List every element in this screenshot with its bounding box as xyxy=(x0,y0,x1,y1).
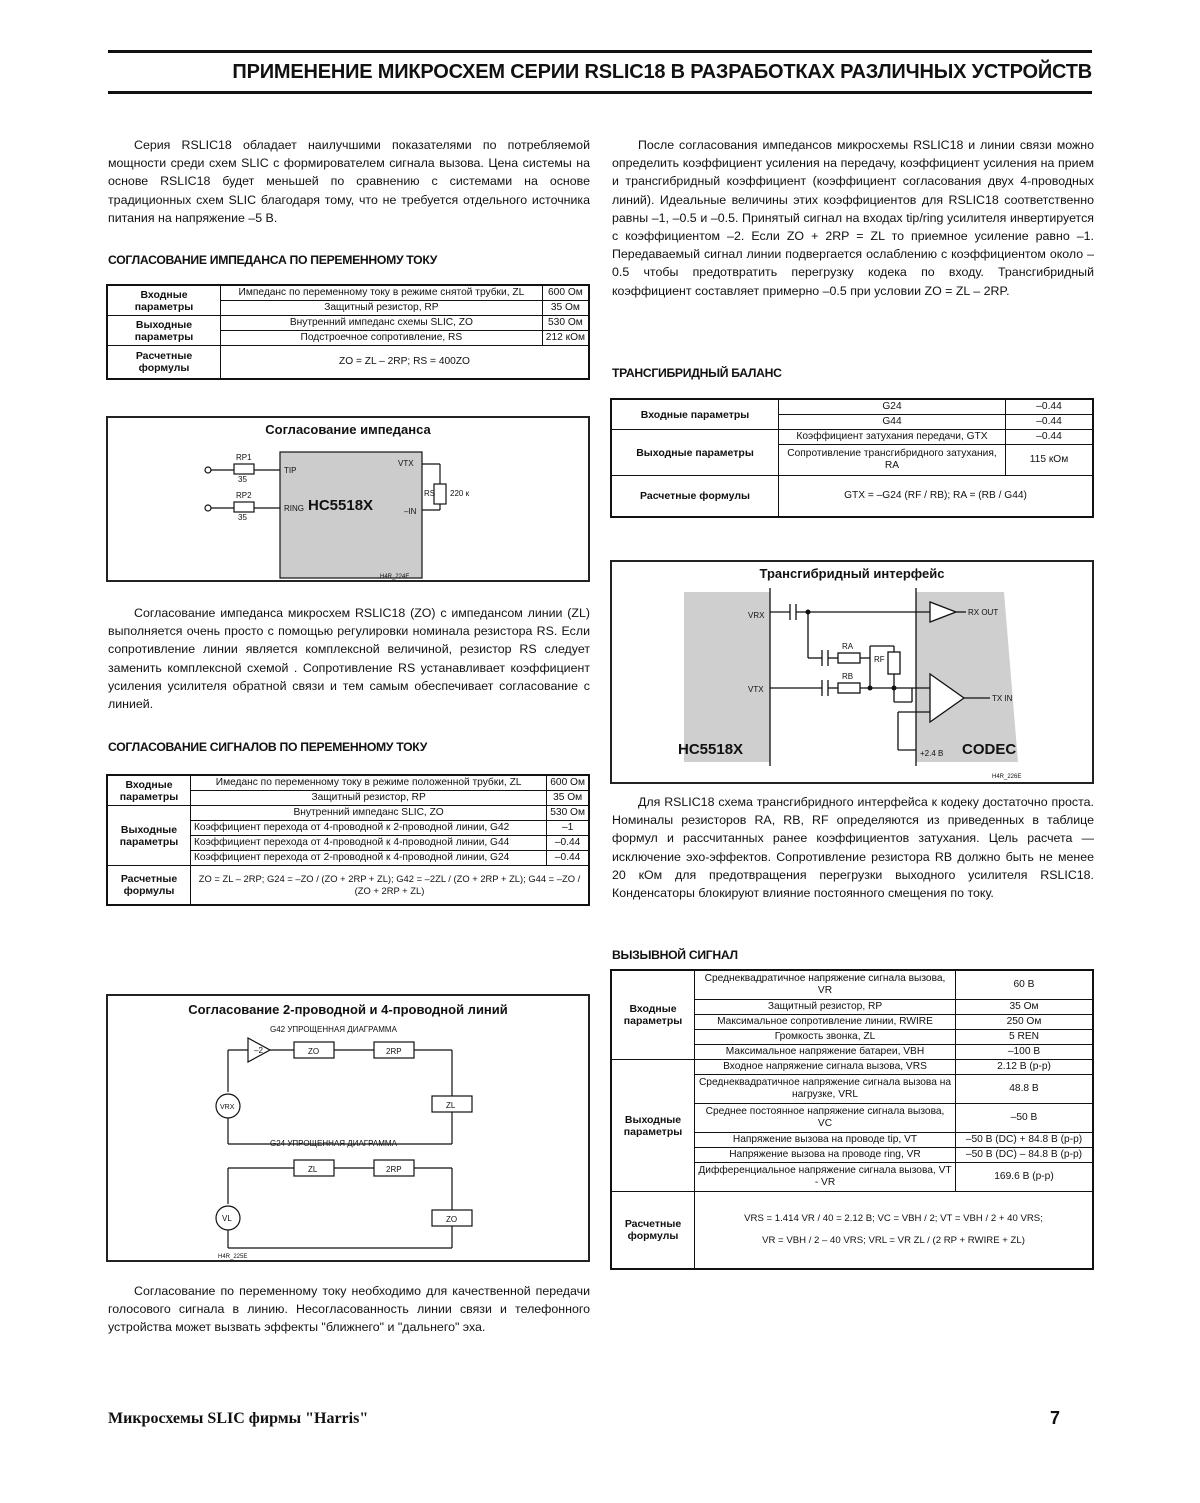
svg-text:ZL: ZL xyxy=(308,1165,318,1174)
svg-text:RX OUT: RX OUT xyxy=(968,608,999,617)
svg-text:RA: RA xyxy=(842,642,854,651)
svg-text:VTX: VTX xyxy=(748,685,764,694)
svg-text:RS: RS xyxy=(424,489,436,498)
section-heading-transhybrid: ТРАНСГИБРИДНЫЙ БАЛАНС xyxy=(612,366,782,380)
svg-text:RING: RING xyxy=(284,504,304,513)
svg-text:RB: RB xyxy=(842,672,854,681)
gain-paragraph: После согласования импедансов микросхемы RSLIC18 и линии связи можно определить коэффициент усиления на передачу, коэффициент усиления на прием и трансгибридный коэффициент (коэффициент согласования двух 4-проводных линий). Идеальные величины этих коэффициентов для RSLIC18 соответственно равны –1, –0.5 и –0.5. Принятый сигнал на входах tip/ring усилителя инвертируется с коэффициентом –2. Если ZO + 2RP = ZL то приемное усиление равно –1. Передаваемый сигнал линии подвергается ослаблению с коэффициентом около –0.5 чтобы предотвратить перегрузку кодека по входу. Трансгибридный коэффициент составляет примерно –0.5 при условии ZO = ZL – 2RP. xyxy=(612,138,1094,298)
two-four-wire-diagram xyxy=(108,996,588,1260)
svg-text:2RP: 2RP xyxy=(386,1165,402,1174)
section-heading-signals: СОГЛАСОВАНИЕ СИГНАЛОВ ПО ПЕРЕМЕННОМУ ТОКУ xyxy=(108,740,428,754)
svg-text:G24 УПРОЩЕННАЯ ДИАГРАММА: G24 УПРОЩЕННАЯ ДИАГРАММА xyxy=(270,1139,397,1148)
impedance-circuit-diagram xyxy=(108,418,588,580)
svg-text:G42 УПРОЩЕННАЯ ДИАГРАММА: G42 УПРОЩЕННАЯ ДИАГРАММА xyxy=(270,1025,397,1034)
signals-table: Входные параметры Имеданс по переменному току в режиме положенной трубки, ZL 600 Ом Защитный резистор, RP 35 Ом Выходные параметры Внутренний импеданс SLIC, ZO 530 Ом Коэффициент перехода от 4-проводной к 2-проводной линии, G42 –1 Коэффициент перехода от 4-проводной к 4-проводной линии, G44 –0.44 Коэффициент перехода от 2-проводной к 4-проводной линии, G24 –0.44 Расчетные формулы ZO = ZL – 2RP; G24 = –ZO / (ZO + 2RP + ZL); G42 = –2ZL / (ZO + 2RP + ZL); G44 = –ZO / (ZO + 2RP + ZL) xyxy=(106,774,590,906)
chip-label: HC5518X xyxy=(308,497,374,514)
svg-text:ZO: ZO xyxy=(446,1215,458,1224)
svg-text:VRX: VRX xyxy=(748,611,765,620)
ring-signal-table: Входные параметры Среднеквадратичное напряжение сигнала вызова, VR 60 В Защитный резистор, RP 35 Ом Максимальное сопротивление линии, RWIRE 250 Ом Громкость звонка, ZL 5 REN Максимальное напряжение батареи, VBH –100 В Выходные параметры Входное напряжение сигнала вызова, VRS 2.12 В (p-p) Среднеквадратичное напряжение сигнала вызова на нагрузке, VRL 48.8 В Среднее постоянное напряжение сигнала вызова, VC –50 В Напряжение вызова на проводе tip, VT –50 В (DC) + 84.8 В (p-p) Напряжение вызова на проводе ring, VR –50 В (DC) – 84.8 В (p-p) Дифференциальное напряжение сигнала вызова, VT - VR 169.6 В (p-p) Расчетные формулы VRS = 1.414 VR / 40 = 2.12 В; VC = VBH / 2; VT = VBH / 2 + 40 VRS; VR = VBH / 2 – 40 VRS; VRL = VR ZL / (2 RP + RWIRE + ZL) xyxy=(610,969,1094,1270)
svg-text:RF: RF xyxy=(874,655,885,664)
ac-matching-paragraph: Согласование по переменному току необходимо для качественной передачи голосового сигнала в линию. Несогласованность линии связи и телефонного устройства может вызвать эффекты "ближнего" и "дальнего" эха. xyxy=(108,1284,590,1335)
section-heading-impedance: СОГЛАСОВАНИЕ ИМПЕДАНСА ПО ПЕРЕМЕННОМУ ТОКУ xyxy=(108,253,438,267)
svg-text:ZO: ZO xyxy=(308,1047,320,1056)
svg-text:H4R_224E: H4R_224E xyxy=(380,574,410,580)
svg-text:ZL: ZL xyxy=(446,1101,456,1110)
svg-text:RP1: RP1 xyxy=(236,453,252,462)
impedance-paragraph: Согласование импеданса микросхем RSLIC18 (ZO) с импедансом линии (ZL) выполняется очень просто с помощью регулировки номинала резистора RS. Если сопротивление линии является комплексной величиной, резистор RS следует заменить комплексной схемой . Сопротивление RS устанавливает коэффициент усиления усилителя обратной связи и тем самым обеспечивает согласование с линией. xyxy=(108,606,590,712)
svg-text:HC5518X: HC5518X xyxy=(678,741,744,758)
svg-text:VRX: VRX xyxy=(220,1104,235,1111)
svg-text:H4R_226E: H4R_226E xyxy=(992,774,1022,780)
intro-paragraph: Серия RSLIC18 обладает наилучшими показателями по потребляемой мощности среди схем SLIC с формирователем сигнала вызова. Цена системы на основе RSLIC18 будет меньшей по сравнению с системами на основе традиционных схем SLIC благодаря тому, что не требуется отдельного источника питания на напряжение –5 В. xyxy=(108,138,590,225)
svg-text:35: 35 xyxy=(238,513,247,522)
svg-text:35: 35 xyxy=(238,475,247,484)
page-number: 7 xyxy=(1050,1408,1061,1428)
svg-text:–IN: –IN xyxy=(404,507,417,516)
svg-text:220 к: 220 к xyxy=(450,489,470,498)
table-cell: Импеданс по переменному току в режиме снятой трубки, ZL xyxy=(221,285,543,301)
transhybrid-interface-figure: Трансгибридный интерфейс VRX VTX RA RB RF RX OUT TX IN +2.4 В H4R_226E HC5518X CODEC xyxy=(610,560,1094,784)
footer-title: Микросхемы SLIC фирмы "Harris" xyxy=(108,1410,369,1427)
svg-text:RP2: RP2 xyxy=(236,491,252,500)
svg-text:VTX: VTX xyxy=(398,459,414,468)
svg-text:TIP: TIP xyxy=(284,466,297,475)
svg-text:CODEC: CODEC xyxy=(962,741,1017,758)
svg-text:TX IN: TX IN xyxy=(992,694,1013,703)
interface-paragraph: Для RSLIC18 схема трансгибридного интерфейса к кодеку достаточно проста. Номиналы резисторов RA, RB, RF определяются из приведенных в таблице формул и рассчитанных ранее коэффициентов затухания. Цель расчета — исключение эхо-эффектов. Сопротивление резистора RB должно быть не менее 20 кОм для предотвращения перегрузки выходного усилителя RSLIC18. Конденсаторы блокируют влияние постоянного смещения по току. xyxy=(612,795,1094,901)
svg-text:VL: VL xyxy=(222,1214,232,1223)
transhybrid-circuit-diagram xyxy=(612,562,1092,782)
section-heading-ring-signal: ВЫЗЫВНОЙ СИГНАЛ xyxy=(612,948,738,962)
svg-text:2RP: 2RP xyxy=(386,1047,402,1056)
impedance-matching-figure: Согласование импеданса RP1 35 RP2 35 TIP RING VTX –IN RS 220 к H4R_224E HC5518X xyxy=(106,416,590,582)
transhybrid-table: Входные параметры G24 –0.44 G44 –0.44 Выходные параметры Коэффициент затухания передачи, GTX –0.44 Сопротивление трансгибридного затухания, RA 115 кОм Расчетные формулы GTX = –G24 (RF / RB); RA = (RB / G44) xyxy=(610,398,1094,518)
page-title: ПРИМЕНЕНИЕ МИКРОСХЕМ СЕРИИ RSLIC18 В РАЗРАБОТКАХ РАЗЛИЧНЫХ УСТРОЙСТВ xyxy=(108,50,1092,94)
svg-text:–2: –2 xyxy=(254,1046,263,1055)
svg-text:H4R_225E: H4R_225E xyxy=(218,1254,248,1260)
two-four-wire-figure: Согласование 2-проводной и 4-проводной линий G42 УПРОЩЕННАЯ ДИАГРАММА G24 УПРОЩЕННАЯ ДИАГРАММА H4R_225E –2 ZO 2RP ZL VRX ZL 2RP ZO VL xyxy=(106,994,590,1262)
impedance-table: Входные параметры Импеданс по переменному току в режиме снятой трубки, ZL 600 Ом Защитный резистор, RP 35 Ом Выходные параметры Внутренний импеданс схемы SLIC, ZO 530 Ом Подстроечное сопротивление, RS 212 кОм Расчетные формулы ZO = ZL – 2RP; RS = 400ZO xyxy=(106,284,590,380)
svg-text:+2.4 В: +2.4 В xyxy=(920,749,944,758)
